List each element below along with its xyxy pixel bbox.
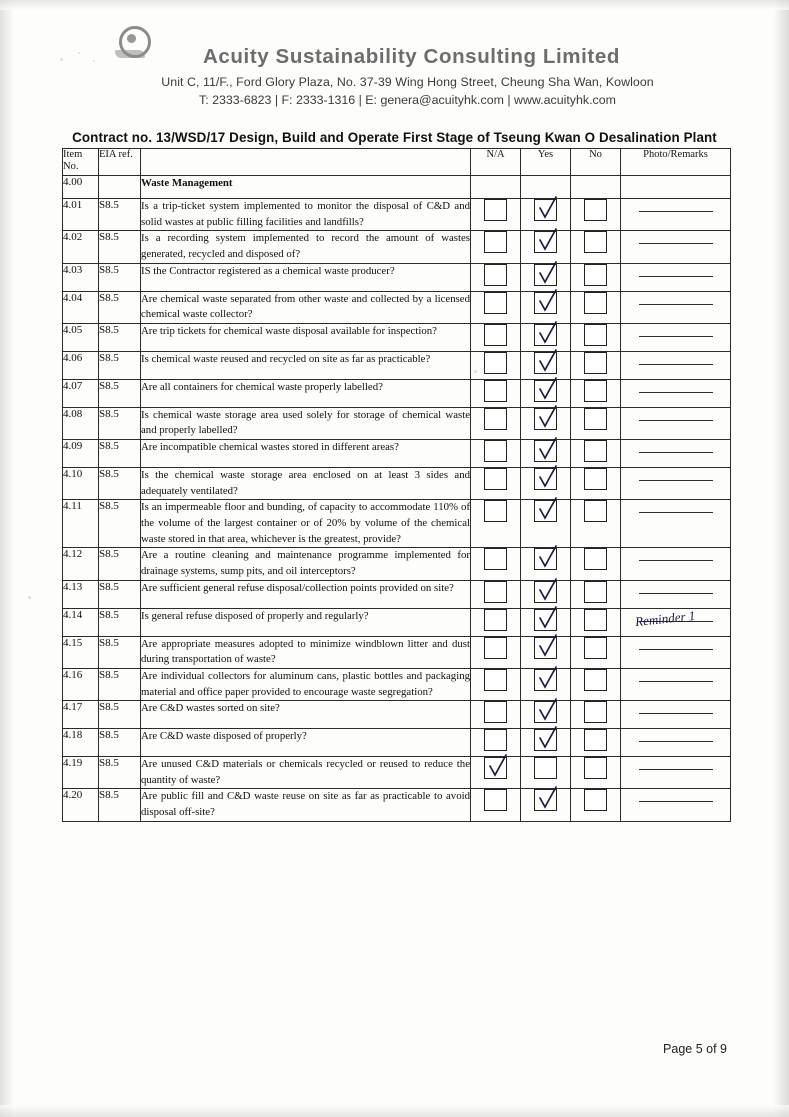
row-checkbox-na[interactable] <box>471 500 521 548</box>
row-remark-cell[interactable] <box>621 440 731 468</box>
table-row <box>63 757 731 789</box>
row-item-no: 4.04 <box>63 291 99 323</box>
checkbox-na[interactable] <box>484 757 507 779</box>
table-row <box>63 379 731 407</box>
row-remark-cell[interactable] <box>621 291 731 323</box>
row-remark-cell[interactable] <box>621 729 731 757</box>
header-item-no: Item No. <box>63 149 99 176</box>
checkbox-na[interactable] <box>484 729 507 751</box>
row-description: Is an impermeable floor and bunding, of capacity to accommodate 110% of the volume of the largest container or of 20% by volume of the chemical waste stored in that area, whichever is the greatest, provide? <box>141 500 471 548</box>
remark-write-line[interactable] <box>639 264 713 277</box>
contract-title: Contract no. 13/WSD/17 Design, Build and Operate First Stage of Tseung Kwan O Desalination Plant <box>72 130 717 145</box>
remark-write-line[interactable] <box>639 440 713 453</box>
checkbox-yes[interactable] <box>534 669 557 691</box>
table-row <box>63 231 731 263</box>
table-header-row <box>63 149 731 176</box>
row-item-no: 4.11 <box>63 500 99 548</box>
row-description: Is the chemical waste storage area enclosed on at least 3 sides and adequately ventilated? <box>141 468 471 500</box>
row-item-no: 4.12 <box>63 548 99 580</box>
row-description: Are sufficient general refuse disposal/collection points provided on site? <box>141 580 471 608</box>
row-eia-ref: S8.5 <box>99 668 141 700</box>
row-description: Are public fill and C&D waste reuse on site as far as practicable to avoid disposal off-site? <box>141 789 471 821</box>
scan-edge-right <box>773 0 789 1117</box>
row-checkbox-na[interactable] <box>471 636 521 668</box>
section-na-cell <box>471 176 521 199</box>
row-eia-ref: S8.5 <box>99 580 141 608</box>
row-eia-ref: S8.5 <box>99 231 141 263</box>
row-item-no: 4.01 <box>63 199 99 231</box>
check-mark-icon <box>537 436 559 462</box>
row-checkbox-no[interactable] <box>571 701 621 729</box>
row-item-no: 4.19 <box>63 757 99 789</box>
row-eia-ref: S8.5 <box>99 440 141 468</box>
letterhead <box>0 46 789 107</box>
check-mark-icon <box>537 404 559 430</box>
table-body <box>63 176 731 822</box>
checkbox-na[interactable] <box>484 292 507 314</box>
row-eia-ref: S8.5 <box>99 548 141 580</box>
remark-write-line[interactable] <box>639 408 713 421</box>
check-mark-icon <box>537 544 559 570</box>
row-remark-cell[interactable] <box>621 580 731 608</box>
row-remark-cell[interactable] <box>621 789 731 821</box>
remark-write-line[interactable] <box>639 380 713 393</box>
header-yes: Yes <box>521 149 571 176</box>
row-checkbox-yes[interactable] <box>521 440 571 468</box>
row-remark-cell[interactable] <box>621 757 731 789</box>
company-name: Acuity Sustainability Consulting Limited <box>203 45 620 68</box>
checkbox-no[interactable] <box>584 637 607 659</box>
row-checkbox-yes[interactable] <box>521 468 571 500</box>
checkbox-no[interactable] <box>584 468 607 490</box>
row-remark-cell[interactable] <box>621 263 731 291</box>
remark-write-line[interactable] <box>639 789 713 802</box>
row-checkbox-yes[interactable] <box>521 757 571 789</box>
check-mark-icon <box>537 577 559 603</box>
check-mark-icon <box>537 725 559 751</box>
row-description: Are appropriate measures adopted to minimize windblown litter and dust during transportation of waste? <box>141 636 471 668</box>
checkbox-na[interactable] <box>484 701 507 723</box>
remark-write-line[interactable] <box>639 757 713 770</box>
row-checkbox-na[interactable] <box>471 701 521 729</box>
scan-edge-bottom <box>0 1105 789 1117</box>
header-eia-ref: EIA ref. <box>99 149 141 176</box>
checkbox-yes[interactable] <box>534 408 557 430</box>
row-item-no: 4.13 <box>63 580 99 608</box>
section-eia-ref <box>99 176 141 199</box>
check-mark-icon <box>487 753 509 779</box>
row-checkbox-no[interactable] <box>571 789 621 821</box>
checkbox-na[interactable] <box>484 352 507 374</box>
row-description: Are chemical waste separated from other waste and collected by a licensed chemical waste collector? <box>141 291 471 323</box>
checkbox-no[interactable] <box>584 729 607 751</box>
row-checkbox-yes[interactable] <box>521 500 571 548</box>
row-description: Are C&D waste disposed of properly? <box>141 729 471 757</box>
row-remark-cell[interactable] <box>621 231 731 263</box>
remark-write-line[interactable] <box>639 637 713 650</box>
check-mark-icon <box>537 376 559 402</box>
row-checkbox-na[interactable] <box>471 291 521 323</box>
table-row <box>63 668 731 700</box>
row-remark-cell[interactable] <box>621 548 731 580</box>
checkbox-na[interactable] <box>484 548 507 570</box>
header-photo-remarks: Photo/Remarks <box>621 149 731 176</box>
check-mark-icon <box>537 195 559 221</box>
row-checkbox-na[interactable] <box>471 379 521 407</box>
section-title: Waste Management <box>141 176 471 199</box>
checkbox-no[interactable] <box>584 324 607 346</box>
checkbox-yes[interactable] <box>534 352 557 374</box>
row-checkbox-yes[interactable] <box>521 701 571 729</box>
check-mark-icon <box>537 633 559 659</box>
row-description: Is a recording system implemented to record the amount of wastes generated, recycled and disposed of? <box>141 231 471 263</box>
row-item-no: 4.06 <box>63 351 99 379</box>
checkbox-no[interactable] <box>584 548 607 570</box>
row-checkbox-na[interactable] <box>471 548 521 580</box>
row-checkbox-no[interactable] <box>571 231 621 263</box>
row-remark-cell[interactable] <box>621 351 731 379</box>
check-mark-icon <box>537 288 559 314</box>
row-item-no: 4.09 <box>63 440 99 468</box>
row-remark-cell[interactable] <box>621 379 731 407</box>
row-checkbox-na[interactable] <box>471 440 521 468</box>
row-checkbox-no[interactable] <box>571 291 621 323</box>
checkbox-na[interactable] <box>484 637 507 659</box>
checkbox-no[interactable] <box>584 669 607 691</box>
row-item-no: 4.18 <box>63 729 99 757</box>
row-item-no: 4.10 <box>63 468 99 500</box>
section-item-no: 4.00 <box>63 176 99 199</box>
row-checkbox-yes[interactable] <box>521 351 571 379</box>
checkbox-no[interactable] <box>584 757 607 779</box>
header-na: N/A <box>471 149 521 176</box>
row-description: Is a trip-ticket system implemented to monitor the disposal of C&D and solid wastes at public filling facilities and landfills? <box>141 199 471 231</box>
check-mark-icon <box>537 785 559 811</box>
row-checkbox-na[interactable] <box>471 199 521 231</box>
row-checkbox-yes[interactable] <box>521 636 571 668</box>
row-eia-ref: S8.5 <box>99 701 141 729</box>
row-checkbox-no[interactable] <box>571 580 621 608</box>
checkbox-yes[interactable] <box>534 789 557 811</box>
check-mark-icon <box>537 605 559 631</box>
page-number: Page 5 of 9 <box>663 1042 727 1056</box>
checkbox-na[interactable] <box>484 669 507 691</box>
row-description: Are trip tickets for chemical waste disposal available for inspection? <box>141 323 471 351</box>
row-item-no: 4.16 <box>63 668 99 700</box>
row-checkbox-na[interactable] <box>471 351 521 379</box>
header-no: No <box>571 149 621 176</box>
remark-write-line[interactable] <box>639 292 713 305</box>
row-item-no: 4.08 <box>63 407 99 439</box>
remark-write-line[interactable] <box>639 729 713 742</box>
remark-write-line[interactable] <box>639 548 713 561</box>
row-remark-cell[interactable] <box>621 668 731 700</box>
row-checkbox-na[interactable] <box>471 608 521 636</box>
row-description: Is general refuse disposed of properly and regularly? <box>141 608 471 636</box>
row-eia-ref: S8.5 <box>99 199 141 231</box>
row-checkbox-no[interactable] <box>571 608 621 636</box>
row-checkbox-yes[interactable] <box>521 580 571 608</box>
check-mark-icon <box>537 320 559 346</box>
row-remark-cell[interactable] <box>621 636 731 668</box>
row-remark-cell[interactable] <box>621 407 731 439</box>
table-row <box>63 636 731 668</box>
row-eia-ref: S8.5 <box>99 351 141 379</box>
row-item-no: 4.07 <box>63 379 99 407</box>
checkbox-yes[interactable] <box>534 440 557 462</box>
row-checkbox-na[interactable] <box>471 263 521 291</box>
row-checkbox-na[interactable] <box>471 580 521 608</box>
remark-write-line[interactable] <box>639 701 713 714</box>
checkbox-yes[interactable] <box>534 637 557 659</box>
row-checkbox-na[interactable] <box>471 468 521 500</box>
remark-write-line[interactable] <box>639 199 713 212</box>
checkbox-yes[interactable] <box>534 199 557 221</box>
checkbox-no[interactable] <box>584 199 607 221</box>
table-row <box>63 291 731 323</box>
row-description: Are C&D wastes sorted on site? <box>141 701 471 729</box>
table-row <box>63 548 731 580</box>
row-checkbox-na[interactable] <box>471 789 521 821</box>
remark-write-line[interactable] <box>639 669 713 682</box>
row-description: Are unused C&D materials or chemicals recycled or reused to reduce the quantity of waste? <box>141 757 471 789</box>
checkbox-yes[interactable] <box>534 757 557 779</box>
row-remark-cell[interactable] <box>621 701 731 729</box>
row-checkbox-no[interactable] <box>571 757 621 789</box>
row-item-no: 4.14 <box>63 608 99 636</box>
header-description <box>141 149 471 176</box>
row-checkbox-no[interactable] <box>571 263 621 291</box>
scan-edge-top <box>0 0 789 10</box>
row-eia-ref: S8.5 <box>99 757 141 789</box>
row-checkbox-yes[interactable] <box>521 323 571 351</box>
row-eia-ref: S8.5 <box>99 407 141 439</box>
row-checkbox-no[interactable] <box>571 379 621 407</box>
checkbox-no[interactable] <box>584 581 607 603</box>
row-eia-ref: S8.5 <box>99 263 141 291</box>
checkbox-na[interactable] <box>484 468 507 490</box>
checkbox-no[interactable] <box>584 380 607 402</box>
check-mark-icon <box>537 227 559 253</box>
section-yes-cell <box>521 176 571 199</box>
checkbox-na[interactable] <box>484 609 507 631</box>
row-checkbox-na[interactable] <box>471 231 521 263</box>
company-contact: T: 2333-6823 | F: 2333-1316 | E: genera@acuityhk.com | www.acuityhk.com <box>199 92 616 107</box>
scan-speck <box>28 596 31 599</box>
checkbox-no[interactable] <box>584 701 607 723</box>
remark-write-line[interactable] <box>639 500 713 513</box>
row-remark-cell[interactable] <box>621 500 731 548</box>
checkbox-yes[interactable] <box>534 231 557 253</box>
row-checkbox-no[interactable] <box>571 199 621 231</box>
row-checkbox-no[interactable] <box>571 548 621 580</box>
table-row <box>63 701 731 729</box>
checkbox-yes[interactable] <box>534 468 557 490</box>
row-description: Are individual collectors for aluminum cans, plastic bottles and packaging material and office paper provided to encourage waste segregation? <box>141 668 471 700</box>
checkbox-no[interactable] <box>584 352 607 374</box>
checkbox-yes[interactable] <box>534 581 557 603</box>
row-item-no: 4.15 <box>63 636 99 668</box>
row-eia-ref: S8.5 <box>99 500 141 548</box>
check-mark-icon <box>537 348 559 374</box>
row-checkbox-yes[interactable] <box>521 263 571 291</box>
row-eia-ref: S8.5 <box>99 636 141 668</box>
check-mark-icon <box>537 260 559 286</box>
table-row <box>63 468 731 500</box>
check-mark-icon <box>537 496 559 522</box>
checkbox-na[interactable] <box>484 264 507 286</box>
row-remark-cell[interactable] <box>621 323 731 351</box>
row-description: Are incompatible chemical wastes stored in different areas? <box>141 440 471 468</box>
row-checkbox-yes[interactable] <box>521 291 571 323</box>
table-row <box>63 351 731 379</box>
remark-write-line[interactable] <box>639 581 713 594</box>
check-mark-icon <box>537 697 559 723</box>
row-eia-ref: S8.5 <box>99 468 141 500</box>
table-row <box>63 580 731 608</box>
checkbox-no[interactable] <box>584 500 607 522</box>
row-item-no: 4.02 <box>63 231 99 263</box>
row-checkbox-yes[interactable] <box>521 729 571 757</box>
row-eia-ref: S8.5 <box>99 729 141 757</box>
row-checkbox-na[interactable] <box>471 757 521 789</box>
section-row <box>63 176 731 199</box>
row-remark-cell[interactable] <box>621 468 731 500</box>
table-row <box>63 500 731 548</box>
row-description: Is chemical waste storage area used solely for storage of chemical waste and properly labelled? <box>141 407 471 439</box>
row-checkbox-na[interactable] <box>471 407 521 439</box>
checkbox-na[interactable] <box>484 324 507 346</box>
row-checkbox-no[interactable] <box>571 407 621 439</box>
row-eia-ref: S8.5 <box>99 608 141 636</box>
row-checkbox-yes[interactable] <box>521 548 571 580</box>
row-checkbox-no[interactable] <box>571 351 621 379</box>
remark-write-line[interactable] <box>639 352 713 365</box>
row-checkbox-no[interactable] <box>571 468 621 500</box>
checkbox-yes[interactable] <box>534 729 557 751</box>
checkbox-no[interactable] <box>584 231 607 253</box>
row-checkbox-na[interactable] <box>471 729 521 757</box>
row-description: Is chemical waste reused and recycled on site as far as practicable? <box>141 351 471 379</box>
row-item-no: 4.03 <box>63 263 99 291</box>
checkbox-no[interactable] <box>584 440 607 462</box>
checkbox-yes[interactable] <box>534 292 557 314</box>
remark-write-line[interactable] <box>639 231 713 244</box>
row-checkbox-yes[interactable] <box>521 668 571 700</box>
row-checkbox-no[interactable] <box>571 668 621 700</box>
check-mark-icon <box>537 464 559 490</box>
row-description: IS the Contractor registered as a chemical waste producer? <box>141 263 471 291</box>
row-item-no: 4.20 <box>63 789 99 821</box>
checkbox-na[interactable] <box>484 789 507 811</box>
row-checkbox-na[interactable] <box>471 668 521 700</box>
checkbox-yes[interactable] <box>534 609 557 631</box>
row-eia-ref: S8.5 <box>99 323 141 351</box>
checkbox-yes[interactable] <box>534 324 557 346</box>
row-checkbox-yes[interactable] <box>521 199 571 231</box>
checkbox-na[interactable] <box>484 440 507 462</box>
table-row <box>63 263 731 291</box>
row-checkbox-yes[interactable] <box>521 608 571 636</box>
checkbox-yes[interactable] <box>534 380 557 402</box>
row-remark-cell[interactable] <box>621 608 731 636</box>
row-checkbox-yes[interactable] <box>521 407 571 439</box>
company-address: Unit C, 11/F., Ford Glory Plaza, No. 37-39 Wing Hong Street, Cheung Sha Wan, Kowloon <box>161 74 654 89</box>
checkbox-no[interactable] <box>584 264 607 286</box>
row-checkbox-yes[interactable] <box>521 789 571 821</box>
section-no-cell <box>571 176 621 199</box>
table-row <box>63 407 731 439</box>
checkbox-na[interactable] <box>484 231 507 253</box>
checkbox-no[interactable] <box>584 789 607 811</box>
section-remark-cell <box>621 176 731 199</box>
table-row <box>63 199 731 231</box>
row-remark-cell[interactable] <box>621 199 731 231</box>
row-checkbox-na[interactable] <box>471 323 521 351</box>
row-checkbox-no[interactable] <box>571 440 621 468</box>
row-checkbox-no[interactable] <box>571 323 621 351</box>
row-checkbox-yes[interactable] <box>521 379 571 407</box>
checkbox-na[interactable] <box>484 380 507 402</box>
checkbox-na[interactable] <box>484 199 507 221</box>
remark-write-line[interactable] <box>639 468 713 481</box>
checkbox-yes[interactable] <box>534 500 557 522</box>
row-description: Are a routine cleaning and maintenance programme implemented for drainage systems, sump pits, and oil interceptors? <box>141 548 471 580</box>
checkbox-yes[interactable] <box>534 548 557 570</box>
row-eia-ref: S8.5 <box>99 789 141 821</box>
row-checkbox-yes[interactable] <box>521 231 571 263</box>
row-checkbox-no[interactable] <box>571 636 621 668</box>
table-row <box>63 608 731 636</box>
remark-handwriting: Reminder 1 <box>634 607 696 629</box>
row-item-no: 4.05 <box>63 323 99 351</box>
checkbox-yes[interactable] <box>534 264 557 286</box>
table-row <box>63 789 731 821</box>
row-eia-ref: S8.5 <box>99 379 141 407</box>
checkbox-na[interactable] <box>484 581 507 603</box>
row-eia-ref: S8.5 <box>99 291 141 323</box>
row-item-no: 4.17 <box>63 701 99 729</box>
waste-management-checklist-table <box>62 148 731 822</box>
checkbox-no[interactable] <box>584 609 607 631</box>
checkbox-yes[interactable] <box>534 701 557 723</box>
row-description: Are all containers for chemical waste properly labelled? <box>141 379 471 407</box>
table-row <box>63 323 731 351</box>
checkbox-no[interactable] <box>584 292 607 314</box>
checkbox-no[interactable] <box>584 408 607 430</box>
checkbox-na[interactable] <box>484 408 507 430</box>
check-mark-icon <box>537 665 559 691</box>
row-checkbox-no[interactable] <box>571 500 621 548</box>
table-row <box>63 729 731 757</box>
row-checkbox-no[interactable] <box>571 729 621 757</box>
checkbox-na[interactable] <box>484 500 507 522</box>
scan-edge-left <box>0 0 14 1117</box>
remark-write-line[interactable] <box>639 324 713 337</box>
table-row <box>63 440 731 468</box>
